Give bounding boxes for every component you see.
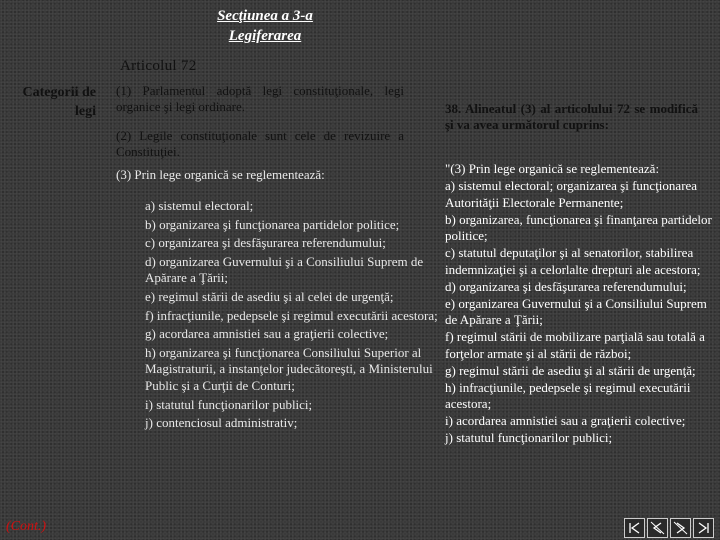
categories-label: Categorii de legi (22, 85, 96, 119)
first-slide-button[interactable] (624, 518, 645, 538)
next-slide-icon (673, 521, 688, 535)
last-slide-icon (696, 521, 711, 535)
last-slide-button[interactable] (693, 518, 714, 538)
paragraph-1: (1) Parlamentul adoptă legi constituţionale, legi organice şi legi ordinare. (116, 83, 404, 114)
section-title: Legiferarea (228, 28, 302, 44)
list-item: f) infracţiunile, pedepsele şi regimul executării acestora; (145, 307, 438, 323)
list-item: g) acordarea amnistiei sau a graţierii colective; (145, 326, 389, 342)
list-item: i) statutul funcţionarilor publici; (145, 396, 313, 412)
amended-organic-law-list (445, 178, 713, 447)
list-item: b) organizarea şi funcţionarea partidelor politice; (145, 216, 400, 232)
list-item: h) organizarea şi funcţionarea Consiliului Superior al Magistraturii, a instanţelor judecătoreşti, a Ministerului Public şi a Curţii de Conturi; (145, 344, 433, 393)
amendment-heading: 38. Alineatul (3) al articolului 72 se modifică şi va avea următorul cuprins: (445, 101, 698, 132)
list-item: h) infracţiunile, pedepsele şi regimul executării acestora; (445, 379, 691, 412)
list-item: a) sistemul electoral; organizarea şi funcţionarea Autorităţii Electorale Permanente; (445, 178, 698, 210)
next-slide-button[interactable] (670, 518, 691, 538)
article-title: Articolul 72 (120, 58, 197, 74)
list-item: e) regimul stării de asediu şi al celei de urgenţă; (145, 288, 394, 304)
list-item: e) organizarea Guvernului şi a Consiliului Suprem de Apărare a Ţării; (445, 295, 707, 328)
first-slide-icon (627, 521, 642, 535)
list-item: c) statutul deputaţilor şi al senatorilor, stabilirea indemnizaţiei şi a celorlalte drepturi ale acestora; (445, 245, 701, 277)
original-organic-law-list (145, 198, 445, 434)
list-item: f) regimul stării de mobilizare parţială sau totală a forţelor armate şi al stării de război; (445, 329, 705, 361)
slide-header (200, 6, 330, 46)
list-item: i) acordarea amnistiei sau a graţierii colective; (445, 413, 686, 429)
list-item: c) organizarea şi desfăşurarea referendumului; (145, 235, 386, 251)
list-item: a) sistemul electoral; (145, 198, 254, 213)
list-item: j) contenciosul administrativ; (145, 415, 298, 431)
list-item: d) organizarea şi desfăşurarea referendumului; (445, 278, 687, 294)
previous-slide-button[interactable] (647, 518, 668, 538)
amendment-intro: "(3) Prin lege organică se reglementează: (445, 161, 660, 176)
list-item: j) statutul funcţionarilor publici; (445, 429, 613, 445)
paragraph-2: (2) Legile constituţionale sunt cele de revizuire a Constituţiei. (116, 128, 404, 159)
continued-label: (Cont.) (6, 519, 47, 534)
paragraph-3: (3) Prin lege organică se reglementează: (116, 167, 325, 182)
list-item: g) regimul stării de asediu şi al stării de urgenţă; (445, 362, 696, 378)
previous-slide-icon (650, 521, 665, 535)
slide-navigation (624, 518, 714, 538)
section-heading: Secţiunea a 3-a (217, 8, 313, 24)
list-item: b) organizarea, funcţionarea şi finanţarea partidelor politice; (445, 211, 712, 244)
list-item: d) organizarea Guvernului şi a Consiliului Suprem de Apărare a Ţării; (145, 253, 424, 286)
